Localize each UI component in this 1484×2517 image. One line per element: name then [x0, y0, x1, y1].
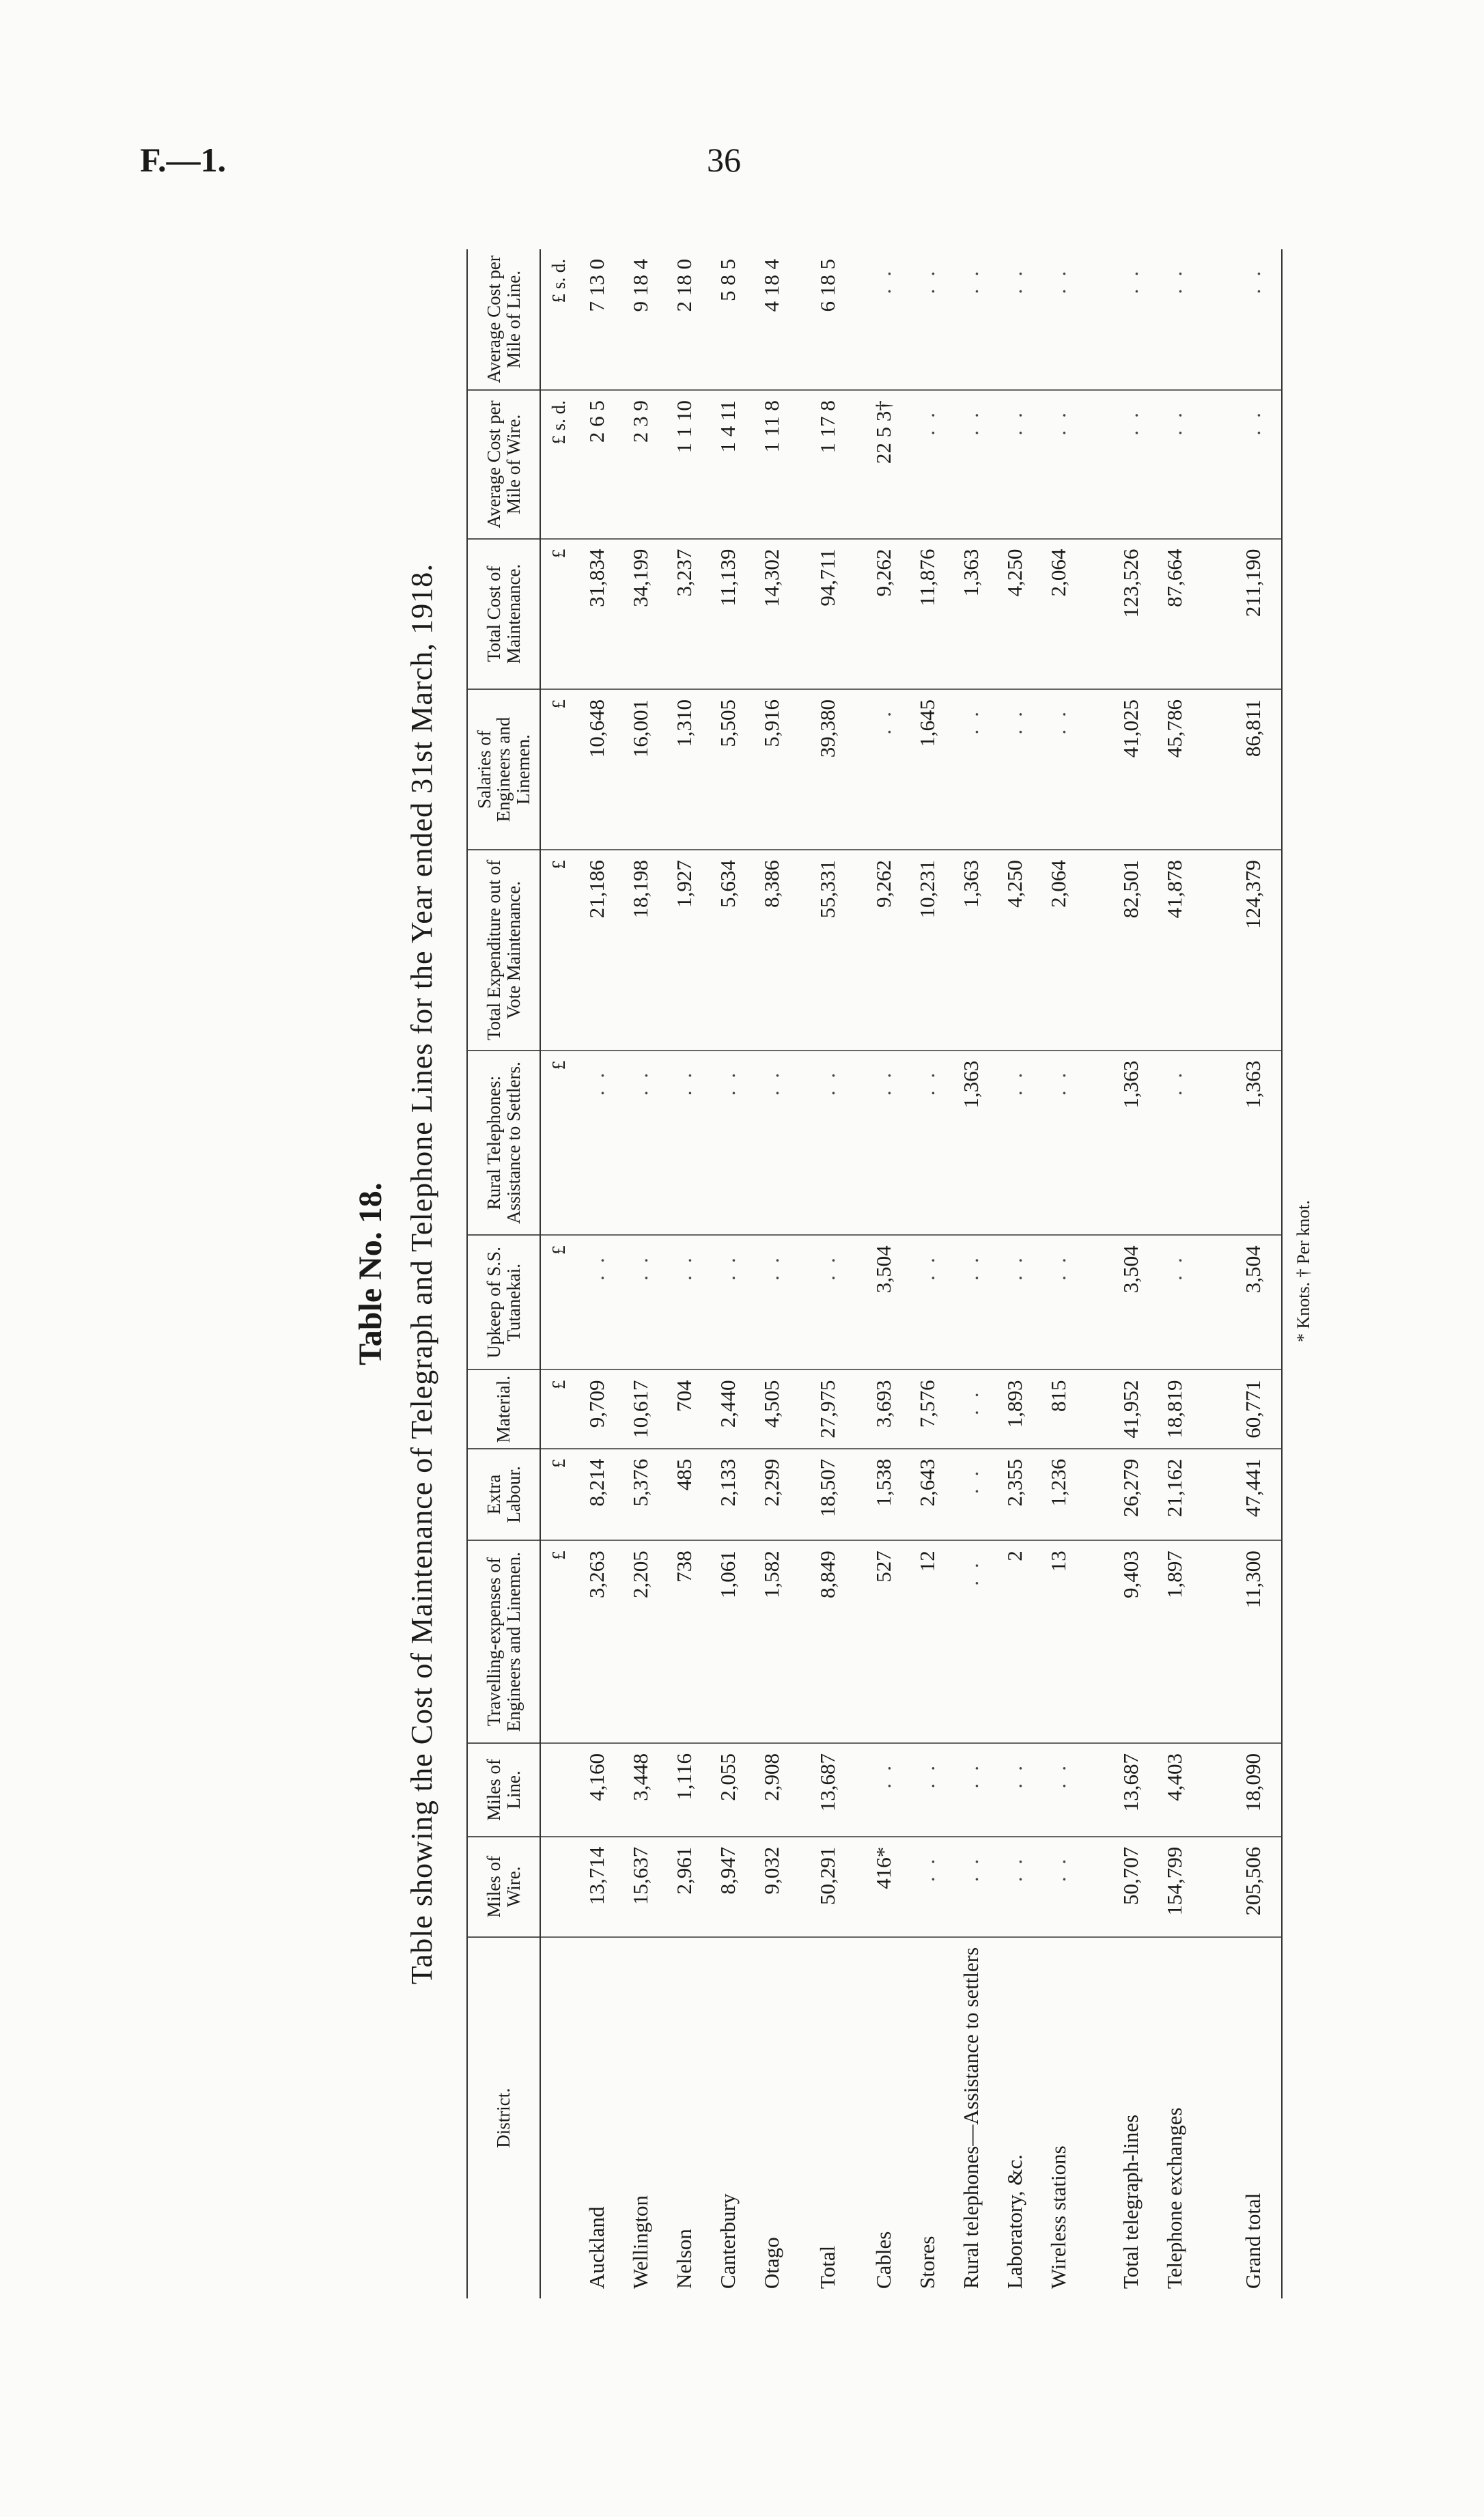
table-cell: 815 [1037, 1370, 1080, 1449]
table-cell: 1,363 [1109, 1051, 1153, 1236]
table-cell: 18,507 [794, 1449, 862, 1541]
row-label: Laboratory, &c. [1003, 2154, 1027, 2289]
page-number: 36 [707, 141, 741, 179]
table-cell: .. [906, 249, 949, 390]
table-cell: 1,893 [993, 1370, 1037, 1449]
table-cell: 1,927 [662, 850, 706, 1051]
table-cell: £ [540, 1370, 575, 1449]
table-cell: 4,505 [750, 1370, 794, 1449]
table-cell: .. [993, 390, 1037, 538]
table-row [1153, 249, 1196, 2298]
table-cell: .. [619, 1051, 662, 1236]
table-cell: 1,645 [906, 689, 949, 850]
row-label: Cables [871, 2231, 896, 2289]
table-cell: 13,687 [1109, 1743, 1153, 1837]
table-cell: £ [540, 850, 575, 1051]
table-cell: 12 [906, 1540, 949, 1743]
footnote: * Knots. † Per knot. [1293, 1200, 1314, 1342]
table-cell: 2,064 [1037, 539, 1080, 689]
table-cell: 4 18 4 [750, 249, 794, 390]
table-cell: .. [906, 1743, 949, 1837]
row-label: Telephone exchanges [1162, 2107, 1187, 2289]
table-row [949, 249, 993, 2298]
row-label: Auckland [585, 2206, 609, 2289]
table-cell: 2,299 [750, 1449, 794, 1541]
table-cell: .. [619, 1235, 662, 1369]
table-cell: 11,300 [1225, 1540, 1282, 1743]
table-cell: .. [1037, 1837, 1080, 1937]
table-cell: 18,090 [1225, 1743, 1282, 1837]
table-cell: 10,617 [619, 1370, 662, 1449]
table-cell: .. [1037, 689, 1080, 850]
table-cell: .. [949, 689, 993, 850]
column-header: Average Cost per Mile of Wire. [467, 390, 540, 538]
table-cell: 527 [862, 1540, 906, 1743]
table-cell: 2 6 5 [575, 390, 619, 538]
table-cell: 41,878 [1153, 850, 1196, 1051]
row-label: Total telegraph-lines [1119, 2114, 1143, 2289]
table-cell: 4,160 [575, 1743, 619, 1837]
column-header: Salaries of Engineers and Linemen. [467, 689, 540, 850]
rotated-table-block [324, 215, 1451, 2333]
table-cell: 16,001 [619, 689, 662, 850]
table-cell: .. [1153, 1051, 1196, 1236]
table-cell: 10,231 [906, 850, 949, 1051]
table-cell [540, 1743, 575, 1837]
table-cell: .. [662, 1235, 706, 1369]
table-cell: 123,526 [1109, 539, 1153, 689]
table-cell: .. [1153, 1235, 1196, 1369]
table-cell: 8,214 [575, 1449, 619, 1541]
table-cell: 1,897 [1153, 1540, 1196, 1743]
column-header: Travelling-expenses of Engineers and Linemen. [467, 1540, 540, 1743]
row-label [540, 1937, 575, 2298]
table-cell: £ [540, 1235, 575, 1369]
table-cell: .. [1037, 1235, 1080, 1369]
table-cell: 41,952 [1109, 1370, 1153, 1449]
table-row [906, 249, 949, 2298]
table-cell: 1,363 [949, 850, 993, 1051]
table-cell: .. [662, 1051, 706, 1236]
column-header: Material. [467, 1370, 540, 1449]
table-row [993, 249, 1037, 2298]
table-cell: .. [949, 1837, 993, 1937]
table-cell: .. [906, 1051, 949, 1236]
column-header: Extra Labour. [467, 1449, 540, 1541]
table-cell: .. [750, 1051, 794, 1236]
table-cell: 9,262 [862, 850, 906, 1051]
column-header: Rural Telephones: Assistance to Settlers. [467, 1051, 540, 1236]
table-cell: .. [949, 1449, 993, 1541]
table-cell: 5 8 5 [706, 249, 750, 390]
table-row [619, 249, 662, 2298]
table-cell: 3,263 [575, 1540, 619, 1743]
table-cell: 2,133 [706, 1449, 750, 1541]
table-cell: 4,250 [993, 850, 1037, 1051]
table-cell: .. [1037, 249, 1080, 390]
table-cell: 13,714 [575, 1837, 619, 1937]
table-cell: .. [1109, 249, 1153, 390]
table-cell: .. [794, 1051, 862, 1236]
maintenance-cost-table [466, 249, 1283, 2298]
table-cell: 27,975 [794, 1370, 862, 1449]
table-cell: £ s. d. [540, 390, 575, 538]
table-cell: 5,505 [706, 689, 750, 850]
table-cell: 18,198 [619, 850, 662, 1051]
table-cell: .. [750, 1235, 794, 1369]
table-cell: 2,055 [706, 1743, 750, 1837]
table-cell: 9,403 [1109, 1540, 1153, 1743]
table-cell: 11,876 [906, 539, 949, 689]
table-cell: 5,376 [619, 1449, 662, 1541]
table-cell: 704 [662, 1370, 706, 1449]
table-cell: 5,634 [706, 850, 750, 1051]
page-reference: F.—1. [140, 141, 226, 179]
table-cell: 1,236 [1037, 1449, 1080, 1541]
table-cell: 211,190 [1225, 539, 1282, 689]
table-cell: 1 1 10 [662, 390, 706, 538]
table-cell: .. [706, 1235, 750, 1369]
table-row [794, 249, 862, 2298]
table-cell: .. [1037, 390, 1080, 538]
column-header: District. [467, 1937, 540, 2298]
table-cell: .. [949, 1235, 993, 1369]
table-cell: 3,504 [1225, 1235, 1282, 1369]
table-cell: .. [993, 1837, 1037, 1937]
table-cell: .. [949, 1370, 993, 1449]
table-cell: 5,916 [750, 689, 794, 850]
table-cell: £ [540, 689, 575, 850]
row-label: Rural telephones—Assistance to settlers [959, 1947, 983, 2289]
table-cell: 39,380 [794, 689, 862, 850]
table-cell: 10,648 [575, 689, 619, 850]
table-cell: 1,363 [949, 539, 993, 689]
table-cell: 738 [662, 1540, 706, 1743]
table-cell: .. [862, 249, 906, 390]
column-header: Average Cost per Mile of Line. [467, 249, 540, 390]
table-cell: .. [1109, 390, 1153, 538]
table-row [706, 249, 750, 2298]
table-cell: 26,279 [1109, 1449, 1153, 1541]
table-cell: .. [993, 1743, 1037, 1837]
table-cell: 94,711 [794, 539, 862, 689]
table-cell: 1 11 8 [750, 390, 794, 538]
spacer-row [1080, 249, 1109, 2298]
table-cell: 2 [993, 1540, 1037, 1743]
table-cell: 416* [862, 1837, 906, 1937]
table-row [750, 249, 794, 2298]
table-row [1225, 249, 1282, 2298]
table-cell: £ [540, 1051, 575, 1236]
table-cell: 18,819 [1153, 1370, 1196, 1449]
row-label: Otago [759, 2237, 784, 2289]
table-cell: .. [1225, 390, 1282, 538]
table-cell: .. [1153, 249, 1196, 390]
table-cell: 2,908 [750, 1743, 794, 1837]
column-header: Total Cost of Maintenance. [467, 539, 540, 689]
table-cell: 1,582 [750, 1540, 794, 1743]
table-cell: 1,363 [1225, 1051, 1282, 1236]
table-cell: 2,355 [993, 1449, 1037, 1541]
row-label: Stores [915, 2236, 940, 2289]
table-cell: 3,504 [1109, 1235, 1153, 1369]
table-cell: £ [540, 539, 575, 689]
table-cell: 154,799 [1153, 1837, 1196, 1937]
table-cell: 1,310 [662, 689, 706, 850]
table-cell: 86,811 [1225, 689, 1282, 850]
table-body [540, 249, 1282, 2298]
table-cell: 4,403 [1153, 1743, 1196, 1837]
table-cell: 87,664 [1153, 539, 1196, 689]
table-cell: .. [706, 1051, 750, 1236]
row-label: Total [815, 2245, 840, 2289]
table-cell: 41,025 [1109, 689, 1153, 850]
table-cell: 2,205 [619, 1540, 662, 1743]
table-cell: .. [794, 1235, 862, 1369]
table-cell: 2,064 [1037, 850, 1080, 1051]
table-cell: .. [862, 689, 906, 850]
table-cell: .. [1037, 1743, 1080, 1837]
column-header: Total Expenditure out of Vote Maintenance. [467, 850, 540, 1051]
table-cell [540, 1837, 575, 1937]
table-cell: .. [993, 1051, 1037, 1236]
table-cell: 50,707 [1109, 1837, 1153, 1937]
table-cell: 9,709 [575, 1370, 619, 1449]
table-cell: 7,576 [906, 1370, 949, 1449]
spacer-row [1196, 249, 1225, 2298]
table-cell: 15,637 [619, 1837, 662, 1937]
table-cell: 13 [1037, 1540, 1080, 1743]
table-cell: £ s. d. [540, 249, 575, 390]
table-cell: 7 13 0 [575, 249, 619, 390]
table-cell: £ [540, 1540, 575, 1743]
column-header: Miles of Wire. [467, 1837, 540, 1937]
table-cell: .. [575, 1235, 619, 1369]
column-header: Miles of Line. [467, 1743, 540, 1837]
header-row [467, 249, 540, 2298]
table-cell: .. [862, 1051, 906, 1236]
table-row [540, 249, 575, 2298]
table-cell: .. [906, 1235, 949, 1369]
table-cell: .. [1225, 249, 1282, 390]
table-cell: .. [862, 1743, 906, 1837]
table-cell: 2 18 0 [662, 249, 706, 390]
table-cell: 3,504 [862, 1235, 906, 1369]
table-cell: .. [906, 1837, 949, 1937]
table-cell: 8,947 [706, 1837, 750, 1937]
table-cell: 124,379 [1225, 850, 1282, 1051]
table-cell: 1,061 [706, 1540, 750, 1743]
table-row [862, 249, 906, 2298]
table-title: Table showing the Cost of Maintenance of Telegraph and Telephone Lines for the Year ended 31st March, 1918. [405, 563, 438, 1985]
row-label: Nelson [672, 2229, 697, 2289]
table-cell: 1,363 [949, 1051, 993, 1236]
table-cell: .. [906, 390, 949, 538]
table-cell: 3,237 [662, 539, 706, 689]
table-cell: .. [949, 1540, 993, 1743]
table-cell: 31,834 [575, 539, 619, 689]
table-cell: .. [993, 689, 1037, 850]
table-cell: 9 18 4 [619, 249, 662, 390]
table-cell: 1 17 8 [794, 390, 862, 538]
table-cell: 8,849 [794, 1540, 862, 1743]
table-cell: 11,139 [706, 539, 750, 689]
table-cell: .. [1037, 1051, 1080, 1236]
column-header: Upkeep of S.S. Tutanekai. [467, 1235, 540, 1369]
table-cell: 1,538 [862, 1449, 906, 1541]
table-cell: 4,250 [993, 539, 1037, 689]
table-row [1109, 249, 1153, 2298]
table-cell: .. [949, 390, 993, 538]
table-cell: .. [1153, 390, 1196, 538]
table-cell: 2 3 9 [619, 390, 662, 538]
table-cell: 55,331 [794, 850, 862, 1051]
table-row [575, 249, 619, 2298]
table-cell: 82,501 [1109, 850, 1153, 1051]
table-cell: 21,162 [1153, 1449, 1196, 1541]
table-cell: 3,693 [862, 1370, 906, 1449]
table-cell: .. [993, 1235, 1037, 1369]
row-label: Wireless stations [1046, 2145, 1071, 2289]
table-cell: 3,448 [619, 1743, 662, 1837]
table-cell: 2,440 [706, 1370, 750, 1449]
table-cell: 13,687 [794, 1743, 862, 1837]
table-row [1037, 249, 1080, 2298]
table-cell: 21,186 [575, 850, 619, 1051]
table-cell: 2,643 [906, 1449, 949, 1541]
table-row [662, 249, 706, 2298]
table-cell: 205,506 [1225, 1837, 1282, 1937]
table-cell: 14,302 [750, 539, 794, 689]
table-cell: 45,786 [1153, 689, 1196, 850]
table-cell: 1,116 [662, 1743, 706, 1837]
table-cell: £ [540, 1449, 575, 1541]
table-number: Table No. 18. [352, 1182, 389, 1365]
table-cell: 50,291 [794, 1837, 862, 1937]
row-label: Wellington [628, 2195, 653, 2289]
table-cell: 9,032 [750, 1837, 794, 1937]
table-cell: .. [949, 1743, 993, 1837]
table-cell: 9,262 [862, 539, 906, 689]
table-cell: 2,961 [662, 1837, 706, 1937]
table-cell: 1 4 11 [706, 390, 750, 538]
row-label: Grand total [1225, 1937, 1282, 2298]
row-label: Canterbury [716, 2193, 740, 2289]
table-cell: .. [949, 249, 993, 390]
table-cell: 47,441 [1225, 1449, 1282, 1541]
table-cell: 60,771 [1225, 1370, 1282, 1449]
table-cell: 8,386 [750, 850, 794, 1051]
table-cell: 485 [662, 1449, 706, 1541]
table-cell: 22 5 3† [862, 390, 906, 538]
table-cell: .. [993, 249, 1037, 390]
table-cell: .. [575, 1051, 619, 1236]
table-cell: 34,199 [619, 539, 662, 689]
table-cell: 6 18 5 [794, 249, 862, 390]
